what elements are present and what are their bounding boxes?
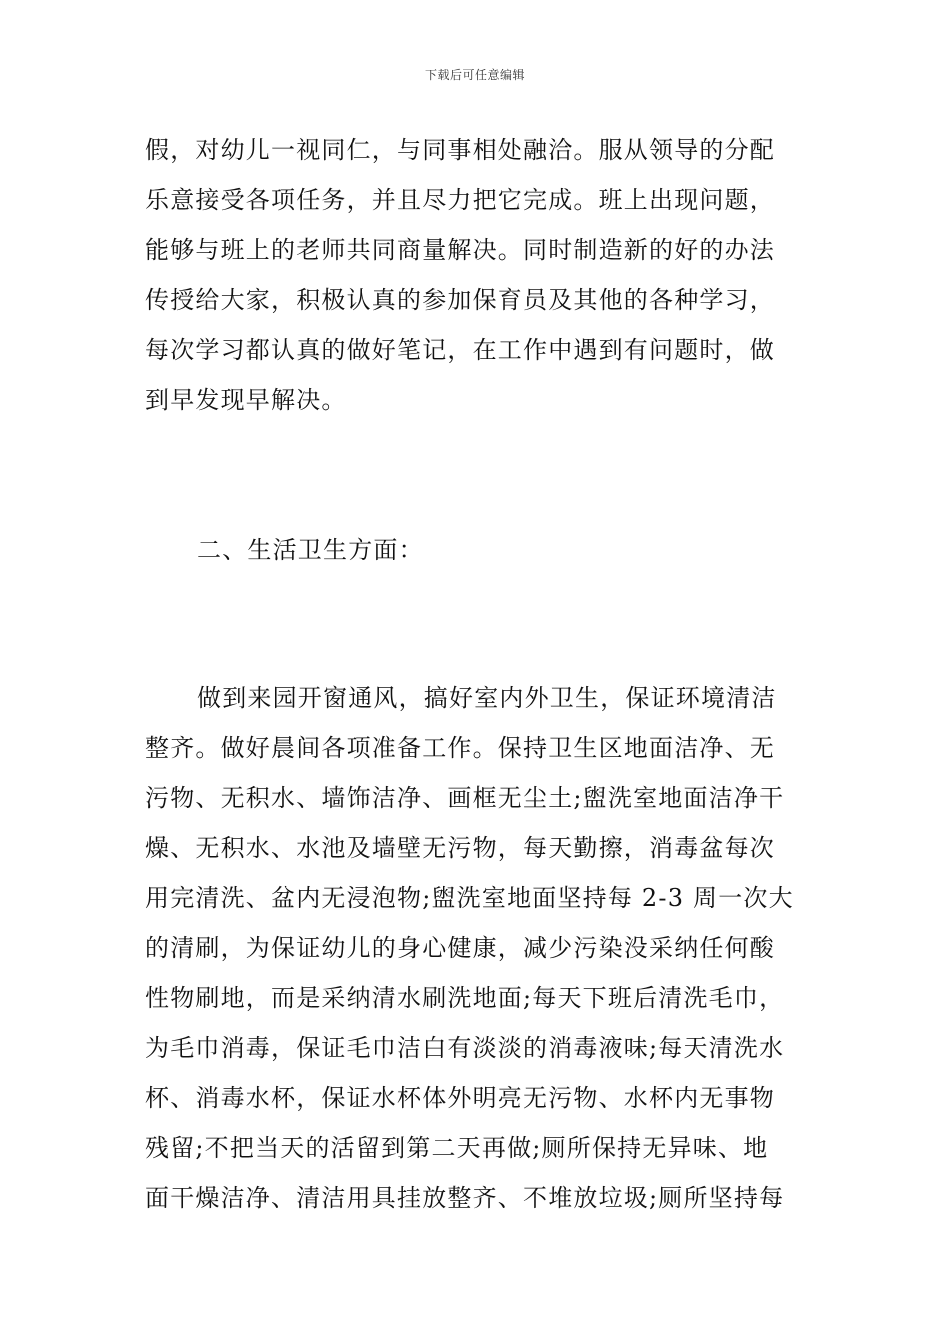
paragraph-line: 每次学习都认真的做好笔记，在工作中遇到有问题时，做 xyxy=(145,336,775,364)
paragraph-1 xyxy=(145,125,825,425)
paragraph-line: 的清刷，为保证幼儿的身心健康，减少污染没采纳任何酸 xyxy=(145,934,775,962)
header-note: 下载后可任意编辑 xyxy=(424,68,525,82)
paragraph-line: 残留;不把当天的活留到第二天再做;厕所保持无异味、地 xyxy=(145,1134,769,1162)
section-heading-text: 二、生活卫生方面： xyxy=(197,536,424,564)
paragraph-line: 面干燥洁净、清洁用具挂放整齐、不堆放垃圾;厕所坚持每 xyxy=(145,1184,785,1212)
paragraph-line: 整齐。做好晨间各项准备工作。保持卫生区地面洁净、无 xyxy=(145,734,775,762)
paragraph-2 xyxy=(145,673,825,1223)
paragraph-line: 用完清洗、盆内无浸泡物;盥洗室地面坚持每 2-3 周一次大 xyxy=(145,884,794,912)
paragraph-line: 乐意接受各项任务，并且尽力把它完成。班上出现问题， xyxy=(145,186,775,214)
paragraph-line: 杯、消毒水杯，保证水杯体外明亮无污物、水杯内无事物 xyxy=(145,1084,775,1112)
section-heading xyxy=(145,525,825,575)
paragraph-line: 为毛巾消毒，保证毛巾洁白有淡淡的消毒液味;每天清洗水 xyxy=(145,1034,785,1062)
paragraph-line: 污物、无积水、墙饰洁净、画框无尘土;盥洗室地面洁净干 xyxy=(145,784,785,812)
paragraph-line: 做到来园开窗通风，搞好室内外卫生，保证环境清洁 xyxy=(197,684,777,712)
paragraph-line: 燥、无积水、水池及墙壁无污物，每天勤擦，消毒盆每次 xyxy=(145,834,775,862)
paragraph-line: 能够与班上的老师共同商量解决。同时制造新的好的办法 xyxy=(145,236,775,264)
paragraph-line: 假，对幼儿一视同仁，与同事相处融洽。服从领导的分配 xyxy=(145,136,775,164)
paragraph-line: 到早发现早解决。 xyxy=(145,386,347,414)
paragraph-line: 传授给大家，积极认真的参加保育员及其他的各种学习， xyxy=(145,286,775,314)
paragraph-line: 性物刷地，而是采纳清水刷洗地面;每天下班后清洗毛巾， xyxy=(145,984,785,1012)
